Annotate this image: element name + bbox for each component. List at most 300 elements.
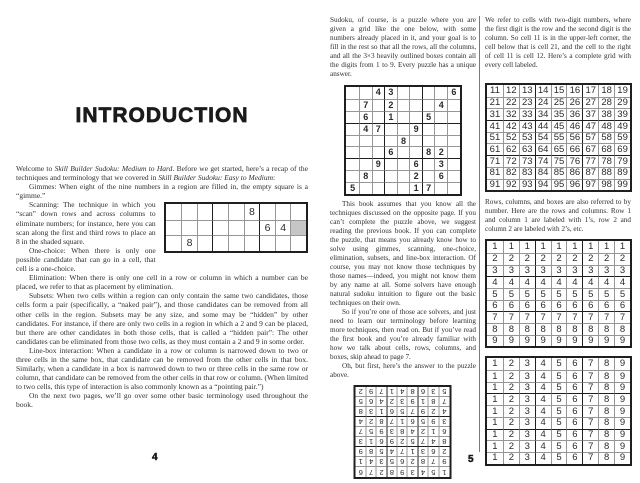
grid-cell: 58 xyxy=(598,132,614,144)
grid-cell xyxy=(409,111,422,123)
grid-cell: 1 xyxy=(487,405,503,417)
grid-cell: 7 xyxy=(582,370,598,382)
grid-cell xyxy=(397,111,410,123)
grid-cell xyxy=(384,158,397,170)
grid-cell: 25 xyxy=(551,97,567,109)
grid-cell: 49 xyxy=(614,120,630,132)
grid-cell: 8 xyxy=(397,135,410,147)
grid-cell: 9 xyxy=(408,397,418,407)
grid-cell: 5 xyxy=(422,111,435,123)
grid-cell: 3 xyxy=(408,467,418,477)
grid-cell: 3 xyxy=(487,265,503,277)
grid-cell: 1 xyxy=(614,241,630,253)
grid-cell: 9 xyxy=(551,335,567,347)
grid-cell: 4 xyxy=(598,276,614,288)
grid-cell: 1 xyxy=(492,358,498,370)
grid-cell: 5 xyxy=(439,387,449,397)
grid-cell: 14 xyxy=(535,85,551,97)
grid-cell: 8 xyxy=(535,323,551,335)
grid-cell: 6 xyxy=(409,158,422,170)
grid-cell xyxy=(372,170,385,182)
grid-cell: 2 xyxy=(408,457,418,467)
grid-cell: 79 xyxy=(614,155,630,167)
grid-cell: 4 xyxy=(429,437,439,447)
grid-cell xyxy=(434,87,447,99)
paragraph-welcome xyxy=(16,164,308,182)
grid-cell xyxy=(244,220,260,235)
grid-cell: 2 xyxy=(503,393,519,405)
grid-cell: 72 xyxy=(503,155,519,167)
grid-cell: 4 xyxy=(551,276,567,288)
grid-cell: 41 xyxy=(487,120,503,132)
grid-cell: 2 xyxy=(519,253,535,265)
grid-cell: 8 xyxy=(377,417,387,427)
grid-cell: 35 xyxy=(551,108,567,120)
grid-cell: 31 xyxy=(487,108,503,120)
grid-cell: 2 xyxy=(487,253,503,265)
grid-cell: 3 xyxy=(398,397,408,407)
grid-cell: 2 xyxy=(377,467,387,477)
grid-cell: 6 xyxy=(419,387,429,397)
grid-cell: 5 xyxy=(614,288,630,300)
grid-cell: 55 xyxy=(551,132,567,144)
grid-cell: 6 xyxy=(259,220,275,235)
grid-cell: 9 xyxy=(439,457,449,467)
grid-cell: 2 xyxy=(429,407,439,417)
grid-cell: 3 xyxy=(614,265,630,277)
grid-cell: 7 xyxy=(422,182,435,194)
grid-cell: 5 xyxy=(551,405,567,417)
grid-cell: 67 xyxy=(582,143,598,155)
grid-cell: 4 xyxy=(356,417,366,427)
grid-cell: 48 xyxy=(598,120,614,132)
grid-cell: 8 xyxy=(359,170,372,182)
grid-cell: 7 xyxy=(419,437,429,447)
grid-cell: 5 xyxy=(346,182,359,194)
grid-cell: 4 xyxy=(359,123,372,135)
grid-cell: 1 xyxy=(519,241,535,253)
grid-cell xyxy=(346,99,359,111)
grid-cell: 5 xyxy=(387,457,397,467)
grid-cell xyxy=(397,182,410,194)
grid-cell: 6 xyxy=(387,407,397,417)
grid-cell: 5 xyxy=(535,288,551,300)
grid-cell: 3 xyxy=(598,265,614,277)
grid-cell: 9 xyxy=(356,447,366,457)
intro-text xyxy=(16,164,308,410)
grid-cell: 53 xyxy=(519,132,535,144)
grid-cell: 3 xyxy=(519,440,535,452)
grid-cell: 6 xyxy=(439,427,449,437)
paragraph-closing: On the next two pages, we’ll go over some other basic terminology used throughout the book. xyxy=(16,391,308,410)
grid-cell: 7 xyxy=(387,417,397,427)
grid-cell xyxy=(447,182,460,194)
grid-cell: 7 xyxy=(367,467,377,477)
grid-cell xyxy=(422,87,435,99)
grid-cell: 66 xyxy=(566,143,582,155)
grid-cell: 71 xyxy=(487,155,503,167)
grid-cell: 91 xyxy=(487,179,503,191)
grid-cell: 4 xyxy=(535,452,551,464)
grid-cell xyxy=(181,204,197,219)
grid-cell: 2 xyxy=(535,253,551,265)
grid-cell xyxy=(372,99,385,111)
grid-cell: 9 xyxy=(503,335,519,347)
paragraph-sudoku-intro: Sudoku, of course, is a puzzle where you are given a grid like the one below, with some numbers already placed in it, and your goal is to fill in the rest so that all the rows, all the columns, and all the 3×3 heavily outlined boxes contain all the digits from 1 to 9. Every puzzle has a unique answer. xyxy=(330,16,476,78)
grid-cell: 6 xyxy=(566,429,582,441)
grid-cell: 6 xyxy=(487,300,503,312)
grid-cell: 7 xyxy=(503,311,519,323)
grid-cell: 63 xyxy=(519,143,535,155)
grid-cell: 7 xyxy=(582,440,598,452)
grid-cell: 1 xyxy=(535,241,551,253)
grid-cell: 6 xyxy=(447,87,460,99)
grid-cell: 2 xyxy=(598,253,614,265)
grid-cell: 93 xyxy=(519,179,535,191)
grid-cell: 1 xyxy=(408,447,418,457)
grid-cell: 5 xyxy=(551,417,567,429)
grid-cell: 5 xyxy=(582,288,598,300)
grid-cell: 6 xyxy=(503,300,519,312)
grid-cell: 9 xyxy=(614,429,630,441)
grid-cell: 8 xyxy=(503,323,519,335)
grid-cell: 3 xyxy=(434,158,447,170)
grid-cell xyxy=(434,111,447,123)
grid-cell: 9 xyxy=(398,467,408,477)
grid-cell: 3 xyxy=(419,447,429,457)
grid-cell: 76 xyxy=(566,155,582,167)
grid-cell: 16 xyxy=(566,85,582,97)
grid-cell xyxy=(447,135,460,147)
grid-cell: 59 xyxy=(614,132,630,144)
grid-cell xyxy=(422,158,435,170)
grid-cell: 9 xyxy=(535,335,551,347)
grid-cell: 47 xyxy=(582,120,598,132)
grid-cell: 5 xyxy=(429,467,439,477)
grid-cell: 12 xyxy=(503,85,519,97)
grid-cell xyxy=(447,123,460,135)
grid-cell: 6 xyxy=(566,358,582,370)
grid-cell: 46 xyxy=(566,120,582,132)
grid-cell: 4 xyxy=(503,276,519,288)
grid-cell: 8 xyxy=(598,405,614,417)
grid-cell: 7 xyxy=(356,427,366,437)
grid-cell: 42 xyxy=(503,120,519,132)
cell-label-grid xyxy=(485,83,632,192)
grid-cell: 7 xyxy=(439,397,449,407)
grid-cell: 4 xyxy=(566,276,582,288)
grid-cell: 77 xyxy=(582,155,598,167)
grid-cell: 6 xyxy=(519,300,535,312)
grid-cell: 2 xyxy=(614,253,630,265)
grid-cell: 2 xyxy=(582,253,598,265)
grid-cell: 4 xyxy=(535,358,551,370)
grid-cell: 1 xyxy=(487,382,503,394)
grid-cell: 6 xyxy=(566,382,582,394)
grid-cell xyxy=(409,146,422,158)
grid-cell xyxy=(384,123,397,135)
grid-cell: 5 xyxy=(551,288,567,300)
grid-cell: 2 xyxy=(551,253,567,265)
grid-cell xyxy=(384,182,397,194)
grid-cell: 61 xyxy=(487,143,503,155)
grid-cell: 68 xyxy=(598,143,614,155)
grid-cell: 1 xyxy=(487,429,503,441)
grid-cell: 96 xyxy=(566,179,582,191)
grid-cell: 1 xyxy=(429,427,439,437)
grid-cell: 56 xyxy=(566,132,582,144)
grid-cell: 9 xyxy=(614,405,630,417)
grid-cell: 9 xyxy=(377,427,387,437)
grid-cell: 7 xyxy=(487,311,503,323)
grid-cell: 7 xyxy=(582,382,598,394)
grid-cell: 6 xyxy=(429,447,439,457)
grid-cell: 8 xyxy=(598,323,614,335)
grid-cell xyxy=(290,235,306,250)
grid-cell: 7 xyxy=(582,417,598,429)
grid-cell: 32 xyxy=(503,108,519,120)
grid-cell: 83 xyxy=(519,167,535,179)
grid-cell: 8 xyxy=(598,382,614,394)
grid-cell: 11 xyxy=(490,85,500,97)
grid-cell: 89 xyxy=(614,167,630,179)
grid-cell: 85 xyxy=(551,167,567,179)
grid-cell: 7 xyxy=(359,99,372,111)
grid-cell: 54 xyxy=(535,132,551,144)
grid-cell: 1 xyxy=(419,397,429,407)
column-divider xyxy=(479,16,480,452)
grid-cell: 2 xyxy=(367,417,377,427)
grid-cell: 2 xyxy=(566,253,582,265)
grid-cell xyxy=(359,182,372,194)
grid-cell: 9 xyxy=(614,358,630,370)
grid-cell: 9 xyxy=(614,335,630,347)
grid-cell: 3 xyxy=(367,407,377,417)
grid-cell xyxy=(422,135,435,147)
grid-cell: 1 xyxy=(487,452,503,464)
paragraph-one-choice: One-choice: When there is only one possible candidate that can go in a cell, that cell is a one-choice. xyxy=(16,245,156,274)
grid-cell: 21 xyxy=(487,97,503,109)
grid-cell: 7 xyxy=(598,311,614,323)
grid-cell: 7 xyxy=(535,311,551,323)
grid-cell: 8 xyxy=(582,323,598,335)
grid-cell xyxy=(359,158,372,170)
grid-cell: 8 xyxy=(519,323,535,335)
grid-cell: 2 xyxy=(398,437,408,447)
grid-cell: 4 xyxy=(275,220,291,235)
grid-cell: 1 xyxy=(387,387,397,397)
grid-cell: 17 xyxy=(582,85,598,97)
grid-cell: 7 xyxy=(582,405,598,417)
paragraph-ace-solvers: So if you’re one of those ace solvers, and just need to learn our terminology before learning more techniques, then read on. But if you’ve read the first book and you’re already familiar with how we talk about cells, rows, columns, and boxes, skip ahead to page 7. xyxy=(330,308,476,362)
grid-cell: 1 xyxy=(384,111,397,123)
grid-cell: 6 xyxy=(566,300,582,312)
grid-cell: 9 xyxy=(614,452,630,464)
grid-cell: 1 xyxy=(377,407,387,417)
grid-cell xyxy=(447,158,460,170)
grid-cell xyxy=(434,182,447,194)
welcome-text: Welcome to xyxy=(16,164,55,173)
grid-cell: 13 xyxy=(519,85,535,97)
page-title: INTRODUCTION xyxy=(75,104,249,127)
grid-cell: 5 xyxy=(551,440,567,452)
grid-cell: 82 xyxy=(503,167,519,179)
grid-cell: 5 xyxy=(398,407,408,417)
grid-cell xyxy=(346,123,359,135)
grid-cell xyxy=(422,123,435,135)
grid-cell: 4 xyxy=(535,405,551,417)
grid-cell: 5 xyxy=(551,429,567,441)
page-5-column-2 xyxy=(485,16,631,466)
grid-cell: 4 xyxy=(408,427,418,437)
grid-cell: 1 xyxy=(487,417,503,429)
grid-cell: 2 xyxy=(503,440,519,452)
grid-cell: 9 xyxy=(614,417,630,429)
grid-cell: 6 xyxy=(566,452,582,464)
grid-cell: 3 xyxy=(429,387,439,397)
grid-cell: 3 xyxy=(582,265,598,277)
grid-cell: 2 xyxy=(419,427,429,437)
grid-cell xyxy=(275,235,291,250)
grid-cell xyxy=(290,204,306,219)
grid-cell xyxy=(346,87,359,99)
grid-cell: 4 xyxy=(487,276,503,288)
grid-cell xyxy=(197,220,213,235)
paragraph-assumes: This book assumes that you know all the techniques discussed on the opposite page. If you can’t complete the puzzle above, we suggest reading the previous book. If you can complete the puzzle, that means you already know how to solve using gimmes, scanning, one-choice, elimination, subsets, and line-box interaction. Of course, you may not know those techniques by those names—indeed, you might not know them by any name at all. Some solvers have enough natural sudoku intuition to figure out the basic techniques on their own. xyxy=(330,200,476,308)
grid-cell: 4 xyxy=(439,407,449,417)
grid-cell xyxy=(384,135,397,147)
grid-cell: 74 xyxy=(535,155,551,167)
grid-cell: 9 xyxy=(566,335,582,347)
grid-cell xyxy=(197,204,213,219)
grid-cell: 6 xyxy=(359,111,372,123)
answer-grid-upside-down xyxy=(354,385,452,479)
grid-cell: 6 xyxy=(614,300,630,312)
grid-cell: 7 xyxy=(582,358,598,370)
grid-cell: 7 xyxy=(377,387,387,397)
grid-cell: 9 xyxy=(614,393,630,405)
grid-cell: 8 xyxy=(598,358,614,370)
grid-cell: 2 xyxy=(434,146,447,158)
grid-cell: 1 xyxy=(551,241,567,253)
grid-cell xyxy=(397,99,410,111)
grid-cell: 4 xyxy=(434,99,447,111)
grid-cell: 3 xyxy=(519,452,535,464)
grid-cell: 3 xyxy=(384,87,397,99)
grid-cell: 2 xyxy=(503,452,519,464)
grid-cell: 7 xyxy=(429,457,439,467)
grid-cell: 24 xyxy=(535,97,551,109)
grid-cell: 3 xyxy=(566,265,582,277)
grid-cell: 6 xyxy=(356,467,366,477)
grid-cell: 8 xyxy=(398,427,408,437)
grid-cell xyxy=(372,111,385,123)
grid-cell xyxy=(397,123,410,135)
grid-cell xyxy=(447,111,460,123)
grid-cell: 6 xyxy=(367,397,377,407)
grid-cell: 5 xyxy=(356,397,366,407)
grid-cell: 8 xyxy=(367,447,377,457)
grid-cell: 6 xyxy=(551,300,567,312)
grid-cell: 5 xyxy=(551,370,567,382)
grid-cell: 51 xyxy=(487,132,503,144)
grid-cell: 73 xyxy=(519,155,535,167)
grid-cell: 8 xyxy=(566,323,582,335)
grid-cell: 5 xyxy=(503,288,519,300)
grid-cell: 75 xyxy=(551,155,567,167)
grid-cell: 4 xyxy=(535,382,551,394)
grid-cell: 84 xyxy=(535,167,551,179)
grid-cell: 69 xyxy=(614,143,630,155)
grid-cell xyxy=(346,158,359,170)
grid-cell: 86 xyxy=(566,167,582,179)
grid-cell: 4 xyxy=(614,276,630,288)
grid-cell xyxy=(212,204,228,219)
grid-cell: 2 xyxy=(503,405,519,417)
grid-cell: 8 xyxy=(419,457,429,467)
grid-cell: 2 xyxy=(503,253,519,265)
grid-cell xyxy=(372,135,385,147)
grid-cell: 5 xyxy=(551,382,567,394)
grid-cell: 9 xyxy=(614,370,630,382)
grid-cell: 5 xyxy=(551,452,567,464)
grid-cell xyxy=(447,146,460,158)
grid-cell xyxy=(434,123,447,135)
grid-cell: 26 xyxy=(566,97,582,109)
grid-cell: 3 xyxy=(519,358,535,370)
grid-cell: 6 xyxy=(377,437,387,447)
paragraph-scanning: Scanning: The technique in which you “scan” down rows and across columns to eliminate numbers; for instance, here you can scan along the first and third rows to place an 8 in the shaded square. xyxy=(16,200,156,246)
grid-cell: 43 xyxy=(519,120,535,132)
grid-cell: 52 xyxy=(503,132,519,144)
grid-cell xyxy=(372,146,385,158)
grid-cell: 2 xyxy=(503,382,519,394)
grid-cell xyxy=(166,204,182,219)
grid-cell: 22 xyxy=(503,97,519,109)
grid-cell: 8 xyxy=(598,440,614,452)
grid-cell xyxy=(346,135,359,147)
grid-cell: 4 xyxy=(398,387,408,397)
scanning-example-grid xyxy=(164,202,308,252)
grid-cell: 28 xyxy=(598,97,614,109)
grid-cell: 8 xyxy=(551,323,567,335)
grid-cell: 45 xyxy=(551,120,567,132)
grid-cell: 9 xyxy=(429,417,439,427)
grid-cell: 4 xyxy=(535,276,551,288)
grid-cell: 7 xyxy=(398,447,408,457)
grid-cell: 7 xyxy=(582,393,598,405)
grid-cell xyxy=(359,87,372,99)
grid-cell xyxy=(397,170,410,182)
grid-cell: 2 xyxy=(439,447,449,457)
grid-cell: 3 xyxy=(519,429,535,441)
grid-cell: 57 xyxy=(582,132,598,144)
grid-cell xyxy=(447,99,460,111)
grid-cell: 6 xyxy=(598,300,614,312)
grid-cell xyxy=(359,135,372,147)
grid-cell: 9 xyxy=(598,335,614,347)
grid-cell xyxy=(346,111,359,123)
grid-cell: 2 xyxy=(503,417,519,429)
grid-cell xyxy=(422,170,435,182)
grid-cell xyxy=(397,87,410,99)
grid-cell xyxy=(228,235,244,250)
grid-cell: 8 xyxy=(408,387,418,397)
grid-cell xyxy=(384,170,397,182)
example-puzzle-grid xyxy=(344,85,461,196)
grid-cell: 78 xyxy=(598,155,614,167)
grid-cell: 3 xyxy=(551,265,567,277)
